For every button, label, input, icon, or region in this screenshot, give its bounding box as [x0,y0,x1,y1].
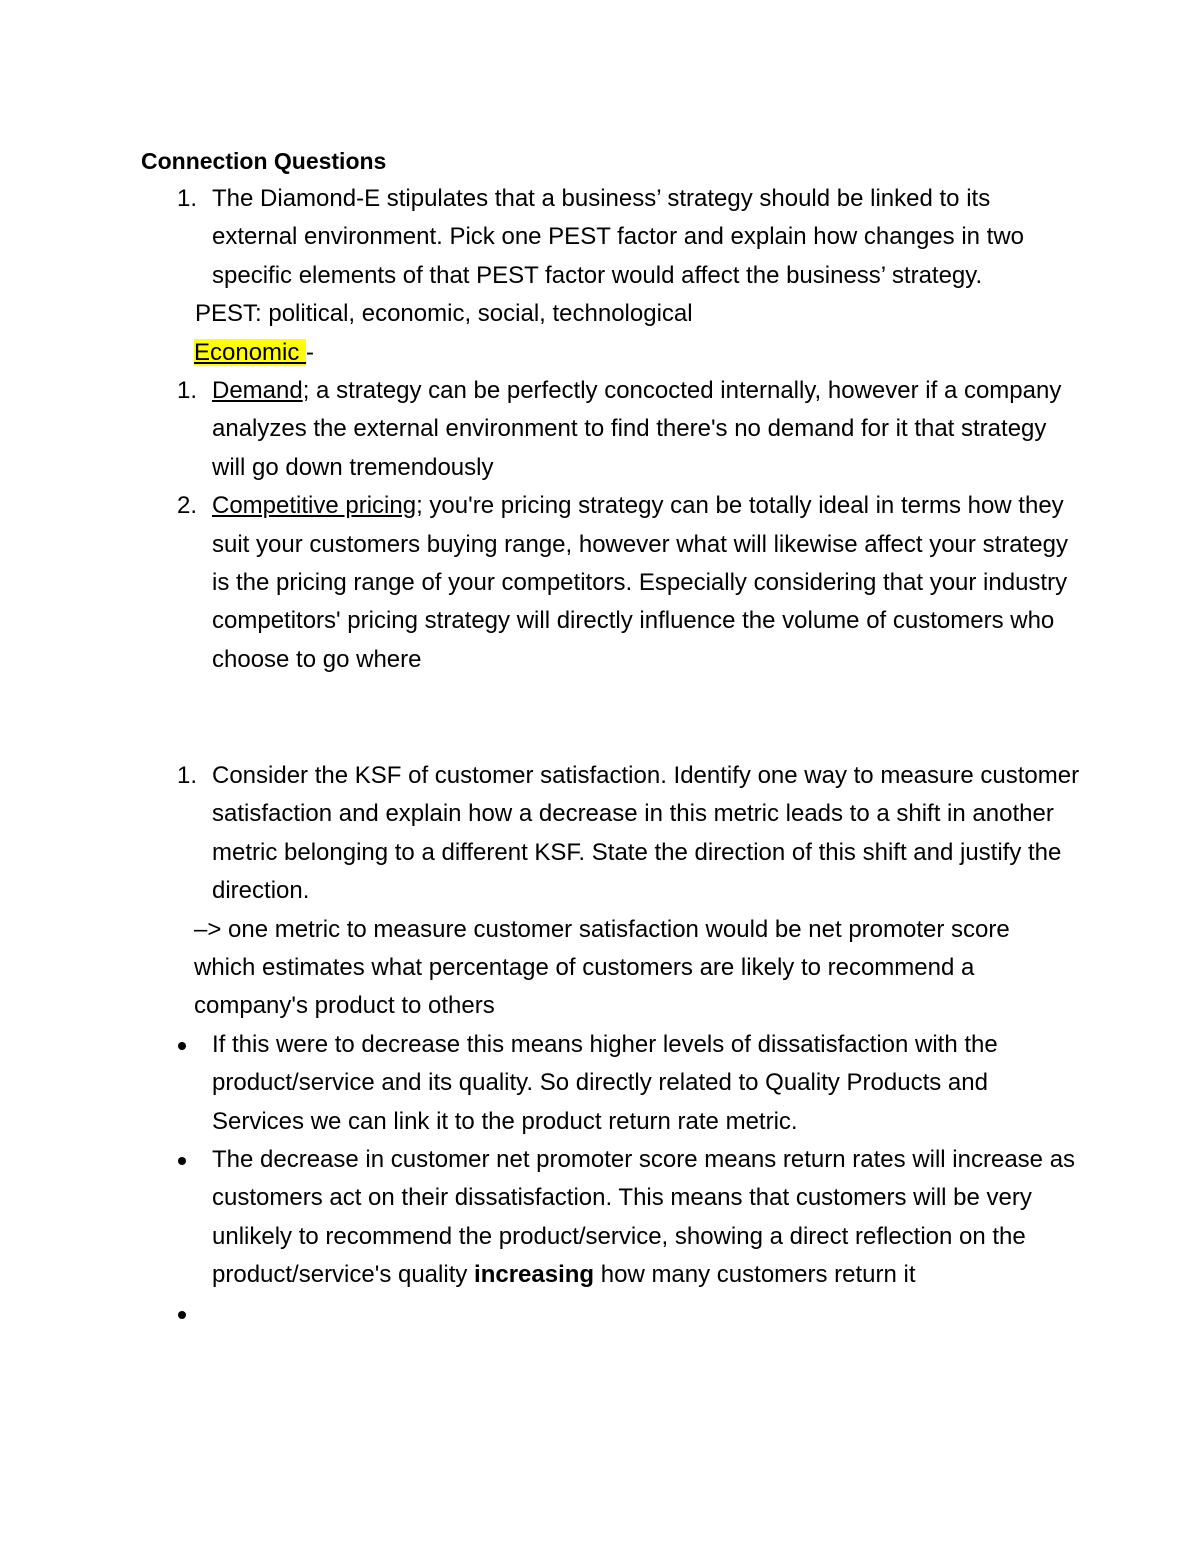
answer-separator: ; [416,492,423,520]
bullet-item [141,1141,1081,1295]
answer-item [141,487,1081,679]
bullet-item [141,1026,1081,1141]
page-title: Connection Questions [141,148,387,174]
answer-text: you're pricing strategy can be totally ideal in terms how they suit your customers buying range, however what will likewise affect your strategy is the pricing range of your competitors. Especially considering that your industry competitors' pricing strategy will directly influence the volume of customers who choose to go where [212,492,1068,673]
answer-item [141,372,1081,487]
question-text: Consider the KSF of customer satisfaction. Identify one way to measure customer satisfaction and explain how a decrease in this metric leads to a shift in another metric belonging to a different KSF. State the direction of this shift and justify the direction. [212,762,1080,905]
highlighted-factor: Economic [194,338,307,366]
bold-word: increasing [474,1261,595,1289]
list-number: 2. [177,492,198,520]
factor-suffix: - [306,338,315,366]
answer-text: a strategy can be perfectly concocted internally, however if a company analyzes the external environment to find there's no demand for it that strategy will go down tremendously [212,377,1062,481]
question-1 [141,180,1081,295]
bullet-text-end: how many customers return it [594,1261,916,1289]
bullet-icon [178,1042,186,1050]
answer-term: Competitive pricing [212,492,417,520]
answer-separator: ; [302,377,310,405]
bullet-item-empty [141,1295,1081,1333]
list-number: 1. [177,377,198,405]
list-number: 1. [177,762,198,789]
bullet-icon [178,1311,186,1319]
bullet-text: If this were to decrease this means higher levels of dissatisfaction with the product/service and its quality. So directly related to Quality Products and Services we can link it to the product return rate metric. [212,1030,998,1135]
answer-term: Demand [212,377,303,405]
bullet-icon [178,1157,186,1165]
pest-line: PEST: political, economic, social, technological [195,300,693,328]
answer-text: –> one metric to measure customer satisfaction would be net promoter score which estimates what percentage of customers are likely to recommend a company's product to others [194,915,1010,1020]
question-2 [141,757,1081,911]
question-2-section [141,757,1081,1333]
question-1-section [141,180,1081,679]
list-number: 1. [177,185,198,212]
factor-line [141,334,1081,372]
question-text: The Diamond-E stipulates that a business’ strategy should be linked to its external environment. Pick one PEST factor and explain how changes in two specific elements of that PEST factor would affect the business’ strategy. [212,185,1025,289]
bullet-text: The decrease in customer net promoter score means return rates will increase as customers act on their dissatisfaction. This means that customers will be very unlikely to recommend the product/service, showing a direct reflection on the product/service's quality [212,1146,1076,1289]
